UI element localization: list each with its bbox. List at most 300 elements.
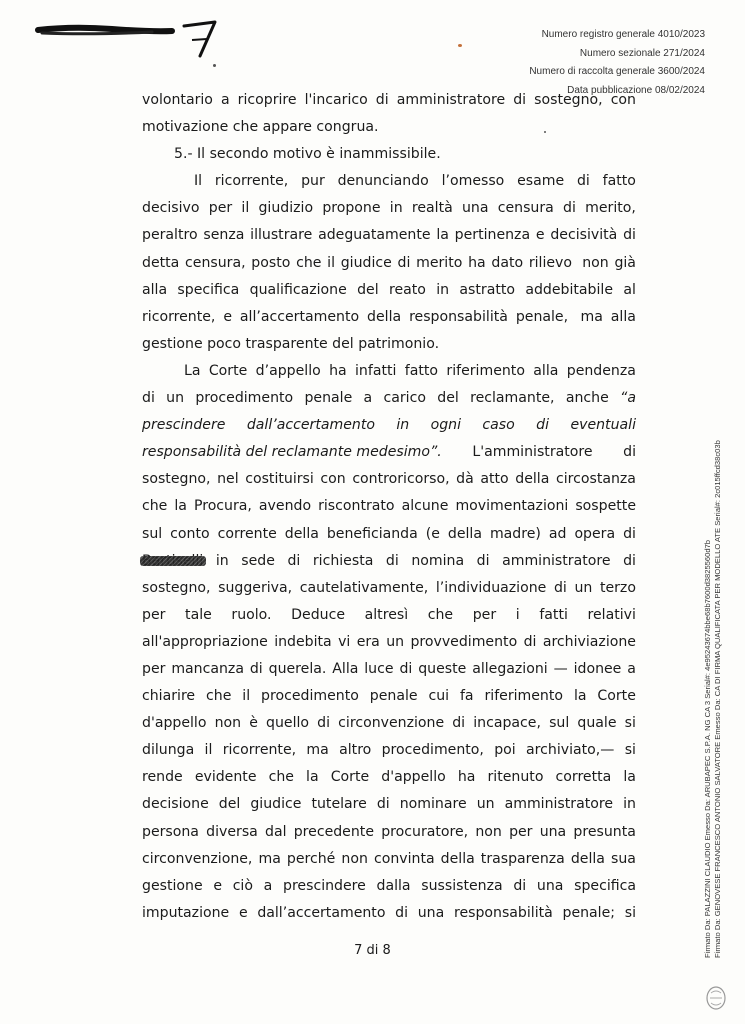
word: poi bbox=[494, 742, 516, 759]
word: nomina bbox=[411, 552, 465, 569]
word: per bbox=[142, 660, 166, 677]
word: detta bbox=[142, 254, 180, 271]
word: senza bbox=[203, 227, 245, 244]
word: vi bbox=[338, 633, 351, 650]
word: di bbox=[142, 390, 155, 407]
word: (e bbox=[425, 525, 440, 542]
word: al bbox=[623, 281, 636, 298]
word: alla bbox=[610, 308, 636, 325]
word: indebita bbox=[274, 633, 332, 650]
word: chiarire bbox=[142, 688, 196, 705]
word: di bbox=[287, 552, 301, 569]
word: una bbox=[536, 877, 564, 894]
word: che bbox=[296, 254, 322, 271]
quote-open: “a bbox=[620, 390, 636, 407]
registro-generale: Numero registro generale 4010/2023 bbox=[541, 29, 705, 40]
word: sostegno, bbox=[142, 579, 211, 596]
word: peraltro bbox=[142, 227, 198, 244]
word: caso bbox=[482, 417, 515, 434]
word: e bbox=[535, 227, 545, 244]
word: d'appello bbox=[142, 715, 207, 732]
word: fatti bbox=[539, 606, 568, 623]
quote-close: responsabilità del reclamante medesimo”. bbox=[142, 444, 442, 461]
signature-line: Firmato Da: GENOVESE FRANCESCO ANTONIO SALVATORE Emesso Da: CA DI FIRMA QUALIFICATA PER MODELLO ATE Serial#: 2c015ffcd38c03b bbox=[713, 440, 722, 958]
word: del bbox=[218, 796, 241, 813]
word: infatti bbox=[355, 362, 397, 379]
word: circostanza bbox=[555, 471, 636, 488]
word: esame bbox=[517, 173, 565, 190]
word: è bbox=[249, 715, 258, 732]
digital-signature-strip bbox=[703, 368, 723, 958]
text-line bbox=[142, 873, 636, 900]
word: dilunga bbox=[142, 742, 195, 759]
text-line bbox=[142, 846, 636, 873]
raccolta-generale: Numero di raccolta generale 3600/2024 bbox=[529, 66, 705, 77]
word: richiesta bbox=[312, 552, 374, 569]
text-line bbox=[142, 521, 636, 548]
word: rilievo bbox=[528, 254, 573, 271]
text-line bbox=[142, 222, 636, 249]
word: persona bbox=[142, 823, 199, 840]
word: quale bbox=[577, 715, 617, 732]
word: di bbox=[376, 796, 390, 813]
word: provvedimento bbox=[410, 633, 518, 650]
redacted-name bbox=[142, 548, 203, 575]
word: dall’accertamento bbox=[246, 417, 375, 434]
text-line bbox=[142, 575, 636, 602]
word: cautelativamente, bbox=[299, 579, 429, 596]
text-line bbox=[142, 304, 636, 331]
word: della bbox=[447, 525, 482, 542]
word: altro bbox=[339, 742, 372, 759]
word: corretta bbox=[555, 769, 612, 786]
word: L'amministratore bbox=[472, 444, 593, 461]
numero-sezionale: Numero sezionale 271/2024 bbox=[579, 47, 705, 59]
word: alla bbox=[142, 281, 168, 298]
word: corrente bbox=[217, 525, 277, 542]
word: ciò bbox=[232, 877, 253, 894]
word: la bbox=[573, 688, 587, 705]
word: ruolo. bbox=[231, 606, 272, 623]
word: all'appropriazione bbox=[142, 633, 268, 650]
text-line: gestione poco trasparente del patrimonio. bbox=[142, 335, 440, 352]
word: sede bbox=[241, 552, 275, 569]
word: non bbox=[341, 850, 368, 867]
word: ad bbox=[548, 525, 567, 542]
word: di bbox=[623, 525, 636, 542]
word: costituirsi bbox=[245, 471, 314, 488]
word: archiviato,— bbox=[526, 742, 615, 759]
word: terzo bbox=[599, 579, 636, 596]
word: un bbox=[476, 796, 495, 813]
word: di bbox=[317, 715, 331, 732]
word: amministratore bbox=[502, 552, 611, 569]
text-line bbox=[142, 629, 636, 656]
word: della bbox=[440, 850, 475, 867]
word: dall’accertamento bbox=[257, 904, 386, 921]
word: imputazione bbox=[142, 904, 230, 921]
signature-seal-icon bbox=[705, 985, 727, 1011]
text-line bbox=[142, 819, 636, 846]
word: ricorrente, bbox=[222, 742, 297, 759]
word: penale, bbox=[515, 308, 569, 325]
word: un bbox=[166, 390, 185, 407]
word: specifica bbox=[574, 877, 636, 894]
word: in bbox=[215, 552, 229, 569]
text-line bbox=[142, 195, 636, 222]
word: dato bbox=[491, 254, 524, 271]
word: archiviazione bbox=[542, 633, 636, 650]
word: una bbox=[539, 823, 567, 840]
word: l’individuazione bbox=[435, 579, 547, 596]
word: incapace, bbox=[473, 715, 541, 732]
word: altresì bbox=[364, 606, 409, 623]
word: la bbox=[174, 498, 187, 515]
scan-speck bbox=[458, 44, 462, 47]
word: non bbox=[214, 715, 242, 732]
word: giudice bbox=[340, 254, 392, 271]
text-line bbox=[142, 87, 636, 114]
word: procuratore, bbox=[381, 823, 469, 840]
redaction-scratch bbox=[140, 556, 206, 566]
word: alcune bbox=[401, 498, 449, 515]
word: giudice bbox=[250, 796, 302, 813]
word: quello bbox=[266, 715, 310, 732]
word: di bbox=[536, 417, 550, 434]
word: e bbox=[213, 877, 222, 894]
word: ha bbox=[329, 362, 347, 379]
word: reato bbox=[388, 281, 426, 298]
word: ricorrente, bbox=[214, 173, 289, 190]
word: il bbox=[242, 688, 251, 705]
word: ricorrente, bbox=[142, 308, 216, 325]
word: merito bbox=[416, 254, 463, 271]
word: che bbox=[268, 769, 294, 786]
data-pubblicazione: Data pubblicazione 08/02/2024 bbox=[567, 84, 705, 96]
word: tale bbox=[185, 606, 212, 623]
word: sostegno, bbox=[534, 92, 603, 108]
word: carico bbox=[383, 390, 426, 407]
word: eventuali bbox=[570, 417, 636, 434]
word: merito, bbox=[585, 200, 636, 217]
word: realtà bbox=[411, 200, 453, 217]
word: diversa bbox=[206, 823, 258, 840]
word: qualificazione bbox=[249, 281, 347, 298]
word: decisione bbox=[142, 796, 209, 813]
word: sospette bbox=[575, 498, 636, 515]
word: madre) bbox=[489, 525, 541, 542]
word: di bbox=[623, 552, 636, 569]
word: circonvenzione, bbox=[142, 850, 253, 867]
word: in bbox=[436, 281, 450, 298]
word: di bbox=[523, 633, 537, 650]
word: di bbox=[513, 877, 527, 894]
word: denunciando bbox=[337, 173, 429, 190]
word: che bbox=[427, 606, 454, 623]
scan-speck bbox=[213, 64, 216, 67]
word: convinta bbox=[373, 850, 435, 867]
word: Corte bbox=[330, 769, 370, 786]
word: nel bbox=[217, 471, 239, 488]
word: dà bbox=[456, 471, 474, 488]
text-line bbox=[142, 439, 636, 466]
word: di bbox=[385, 552, 399, 569]
text-line bbox=[142, 602, 636, 629]
word: non bbox=[577, 254, 609, 271]
word: penale bbox=[304, 390, 353, 407]
word: riferimento bbox=[484, 688, 564, 705]
word: evidente bbox=[194, 769, 257, 786]
word: procedimento bbox=[195, 390, 294, 407]
word: beneficianda bbox=[326, 525, 418, 542]
word: astratto bbox=[459, 281, 516, 298]
word: Alla bbox=[332, 660, 359, 677]
word: a bbox=[363, 390, 373, 407]
word: luce bbox=[364, 660, 394, 677]
word: ritenuto bbox=[487, 769, 544, 786]
text-line bbox=[142, 900, 636, 927]
word: avendo bbox=[258, 498, 312, 515]
word: una bbox=[417, 904, 445, 921]
word: per bbox=[208, 200, 233, 217]
text-line: motivazione che appare congrua. bbox=[142, 119, 379, 136]
word: prescindere bbox=[142, 417, 226, 434]
word: in bbox=[389, 200, 403, 217]
word: querela. bbox=[268, 660, 327, 677]
word: ma bbox=[258, 850, 281, 867]
word: ha bbox=[468, 254, 486, 271]
word: Procura, bbox=[193, 498, 252, 515]
word: illustrare bbox=[250, 227, 313, 244]
word: sussistenza bbox=[421, 877, 503, 894]
word: propone bbox=[322, 200, 381, 217]
word: la bbox=[436, 227, 449, 244]
document-body bbox=[142, 87, 636, 927]
quoted-text-line bbox=[142, 412, 636, 439]
word: con bbox=[610, 92, 636, 108]
word: procedimento, bbox=[381, 742, 484, 759]
word: della bbox=[367, 308, 402, 325]
text-line bbox=[142, 385, 636, 412]
word: era bbox=[356, 633, 380, 650]
word: ma bbox=[576, 308, 603, 325]
word: del bbox=[437, 390, 459, 407]
word: ricoprire bbox=[237, 92, 297, 108]
word: di bbox=[513, 92, 527, 108]
word: fa bbox=[459, 688, 474, 705]
word: — bbox=[553, 660, 568, 677]
word: d’appello bbox=[255, 362, 321, 379]
word: amministratore bbox=[504, 796, 614, 813]
word: di bbox=[553, 579, 567, 596]
word: relativi bbox=[587, 606, 636, 623]
word: di bbox=[576, 173, 590, 190]
word: sua bbox=[611, 850, 636, 867]
word: di bbox=[249, 660, 263, 677]
word: anche bbox=[565, 390, 609, 407]
text-line bbox=[142, 791, 636, 818]
word: per bbox=[472, 606, 497, 623]
word: penale; bbox=[562, 904, 616, 921]
word: adeguatamente bbox=[318, 227, 431, 244]
word: alla bbox=[533, 362, 559, 379]
text-line bbox=[142, 737, 636, 764]
word: non bbox=[475, 823, 502, 840]
word: della bbox=[284, 525, 319, 542]
word: del bbox=[357, 281, 379, 298]
word: ma bbox=[306, 742, 329, 759]
word: una bbox=[461, 200, 489, 217]
word: d'appello bbox=[381, 769, 446, 786]
word: amministratore bbox=[396, 92, 506, 108]
text-line bbox=[142, 683, 636, 710]
word: procedimento bbox=[261, 688, 359, 705]
word: ogni bbox=[430, 417, 462, 434]
word: movimentazioni bbox=[455, 498, 569, 515]
word: queste bbox=[418, 660, 467, 677]
word: la bbox=[623, 769, 636, 786]
word: dal bbox=[265, 823, 287, 840]
word: sul bbox=[549, 715, 570, 732]
word: decisivo bbox=[142, 200, 200, 217]
word: riferimento bbox=[446, 362, 525, 379]
word: responsabilità bbox=[453, 904, 553, 921]
word: fatto bbox=[602, 173, 636, 190]
word: si bbox=[624, 715, 636, 732]
word: di bbox=[623, 444, 636, 461]
word: Il bbox=[194, 173, 203, 190]
word: precedente bbox=[293, 823, 374, 840]
word: con bbox=[320, 471, 346, 488]
word: responsabilità bbox=[409, 308, 508, 325]
word: Corte bbox=[597, 688, 636, 705]
text-line bbox=[142, 168, 636, 195]
word: censura, bbox=[185, 254, 246, 271]
text-line bbox=[142, 466, 636, 493]
word: in bbox=[623, 796, 636, 813]
word: per bbox=[142, 606, 166, 623]
word: mancanza bbox=[171, 660, 244, 677]
text-line bbox=[142, 250, 636, 277]
text-line bbox=[142, 656, 636, 683]
word: dalla bbox=[376, 877, 411, 894]
word: volontario bbox=[142, 92, 213, 108]
word: di bbox=[397, 254, 411, 271]
word: specifica bbox=[177, 281, 240, 298]
word: pertinenza bbox=[454, 227, 531, 244]
word: si bbox=[624, 904, 636, 921]
text-line bbox=[142, 493, 636, 520]
word: sul bbox=[142, 525, 163, 542]
word: per bbox=[509, 823, 533, 840]
word: conto bbox=[170, 525, 210, 542]
word: circonvenzione bbox=[338, 715, 445, 732]
word: di bbox=[399, 660, 413, 677]
word: della bbox=[515, 471, 550, 488]
word: in bbox=[396, 417, 410, 434]
word: idonee bbox=[573, 660, 622, 677]
text-line bbox=[142, 548, 636, 575]
word: cui bbox=[428, 688, 450, 705]
word: prescindere bbox=[283, 877, 366, 894]
word: Corte bbox=[208, 362, 248, 379]
word: presunta bbox=[573, 823, 636, 840]
word: fatto bbox=[404, 362, 439, 379]
word: il bbox=[327, 254, 335, 271]
word: che bbox=[206, 688, 232, 705]
word: addebitabile bbox=[525, 281, 614, 298]
word: la bbox=[306, 769, 319, 786]
redaction-scribble-mark bbox=[32, 16, 232, 62]
page-number: 7 di 8 bbox=[354, 943, 391, 958]
word: riscontrato bbox=[318, 498, 395, 515]
word: a bbox=[627, 660, 636, 677]
word: censura bbox=[497, 200, 554, 217]
word: giudizio bbox=[258, 200, 314, 217]
word: di bbox=[476, 552, 490, 569]
text-line bbox=[142, 710, 636, 737]
word: controricorso, bbox=[352, 471, 450, 488]
word: di bbox=[563, 200, 576, 217]
word: suggeriva, bbox=[218, 579, 293, 596]
signature-line: Firmato Da: PALAZZINI CLAUDIO Emesso Da: ARUBAPEC S.P.A. NG CA 3 Serial#: 4e95243674bbe68b7600d3825560d7b bbox=[703, 539, 712, 958]
word: opera bbox=[574, 525, 616, 542]
word: Deduce bbox=[291, 606, 345, 623]
text-line bbox=[142, 277, 636, 304]
word: di bbox=[395, 904, 409, 921]
word: perché bbox=[286, 850, 336, 867]
word: decisività bbox=[550, 227, 618, 244]
word: pendenza bbox=[566, 362, 636, 379]
text-line bbox=[142, 358, 636, 385]
word: trasparenza bbox=[480, 850, 565, 867]
text-line bbox=[142, 764, 636, 791]
word: già bbox=[614, 254, 636, 271]
word: della bbox=[570, 850, 605, 867]
word: che bbox=[142, 498, 168, 515]
word: ha bbox=[457, 769, 476, 786]
word: e bbox=[223, 308, 232, 325]
word: di bbox=[375, 92, 389, 108]
word: il bbox=[204, 742, 213, 759]
section-heading: 5.- Il secondo motivo è inammissibile. bbox=[174, 146, 441, 163]
word: atto bbox=[480, 471, 509, 488]
word: rende bbox=[142, 769, 183, 786]
word: a bbox=[220, 92, 230, 108]
word: allegazioni bbox=[472, 660, 548, 677]
word: l’omesso bbox=[441, 173, 505, 190]
word: e bbox=[238, 904, 248, 921]
word: i bbox=[515, 606, 520, 623]
word: il bbox=[241, 200, 250, 217]
word: reclamante, bbox=[470, 390, 555, 407]
word: penale bbox=[369, 688, 418, 705]
word: pur bbox=[301, 173, 325, 190]
word: nominare bbox=[399, 796, 467, 813]
word: gestione bbox=[142, 877, 203, 894]
word: si bbox=[624, 742, 636, 759]
word: di bbox=[452, 715, 466, 732]
word: un bbox=[574, 579, 593, 596]
word: posto bbox=[251, 254, 291, 271]
word: sostegno, bbox=[142, 471, 211, 488]
word: La bbox=[184, 362, 201, 379]
word: a bbox=[263, 877, 273, 894]
word: tutelare bbox=[311, 796, 367, 813]
word: all’accertamento bbox=[239, 308, 360, 325]
word: di bbox=[623, 227, 636, 244]
word: l'incarico bbox=[304, 92, 368, 108]
